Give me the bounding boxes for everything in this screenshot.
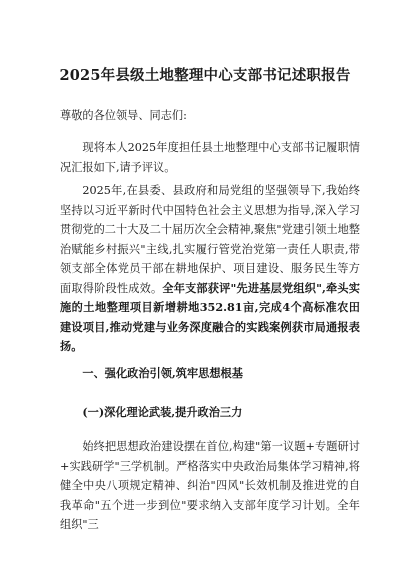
intro-paragraph: 现将本人2025年度担任县土地整理中心支部书记履职情况汇报如下,请予评议。: [60, 141, 360, 174]
document-title: 2025年县级土地整理中心支部书记述职报告: [59, 67, 351, 84]
salutation: 尊敬的各位领导、同志们:: [60, 109, 187, 122]
section-heading-1: 一、强化政治引领,筑牢思想根基: [82, 366, 243, 380]
summary-paragraph: [60, 181, 360, 357]
summary-achievements-text: 全年支部获评"先进基层党组织",牵头实施的土地整理项目新增耕地352.81亩,完成4个高标准农田建设项目,推动党建与业务深度融合的实践案例获市局通报表扬。: [60, 280, 360, 353]
subsection-body-paragraph: 始终把思想政治建设摆在首位,构建"第一议题+专题研讨+实践研学"三学机制。严格落实中央政治局集体学习精神,将健全中央八项规定精神、纠治"四风"长效机制及推进党的自我革命"五个进一步到位"要求纳入支部年度学习计划。全年组织"三: [60, 440, 360, 531]
subsection-heading-1: (一)深化理论武装,提升政治三力: [82, 405, 243, 419]
summary-text: 2025年,在县委、县政府和局党组的坚强领导下,我始终坚持以习近平新时代中国特色社会主义思想为指导,深入学习贯彻党的二十大及二十届历次全会精神,聚焦"党建引领土地整治赋能乡村振兴"主线,扎实履行管党治党第一责任人职责,带领支部全体党员干部在耕地保护、项目建设、服务民生等方面取得阶段性成效。: [60, 184, 360, 295]
